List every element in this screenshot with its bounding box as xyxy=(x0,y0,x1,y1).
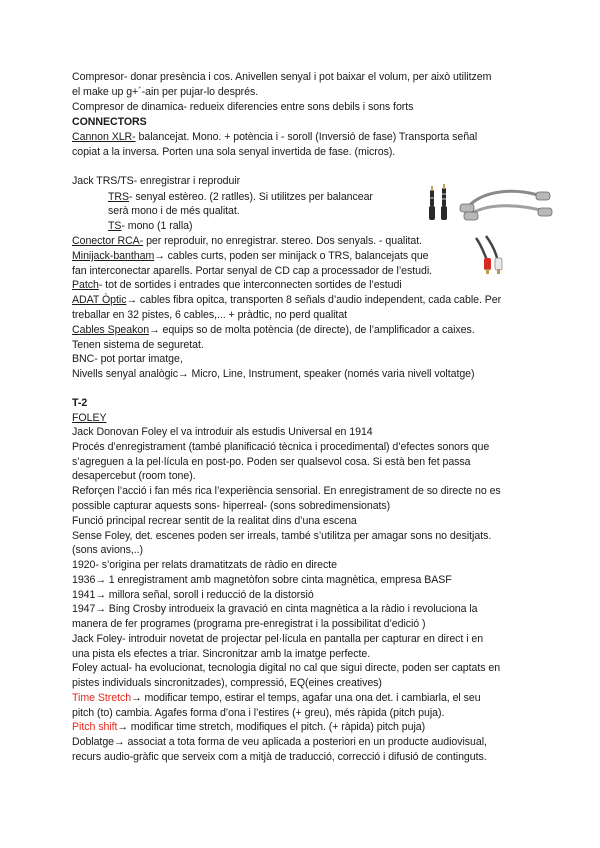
text-line: recurs audio-gràfic que serveix com a mitjà de traducció, correcció i difusió de continguts. xyxy=(72,751,487,763)
term-minijack-bantham: Minijack-bantham xyxy=(72,250,155,262)
term-description: → modificar time stretch, modifiques el pitch. (+ ràpida) pitch puja) xyxy=(117,721,426,733)
term-description: per reproduir, no enregistrar. stereo. Dos senyals. - qualitat. xyxy=(143,235,423,247)
text-line: Doblatge→ associat a tota forma de veu aplicada a posteriori en un producte audiovisual, xyxy=(72,736,487,748)
text-line: una pista els efectes a triar. Sincronitzar amb la imatge perfecte. xyxy=(72,648,371,660)
trs-cables-illustration xyxy=(458,180,554,224)
section-heading-connectors: CONNECTORS xyxy=(72,116,147,128)
text-line: Jack Donovan Foley el va introduir als estudis Universal en 1914 xyxy=(72,426,373,438)
text-line: manera de fer programes (programa pre-enregistrat i la possibilitat d’edició ) xyxy=(72,618,426,630)
text-line: (sons avions,..) xyxy=(72,544,144,556)
text-line: 1936→ 1 enregistrament amb magnetòfon sobre cinta magnètica, empresa BASF xyxy=(72,574,452,586)
text-line xyxy=(108,191,373,204)
term-description: → equips so de molta potència (de directe), de l’amplificador a caixes. xyxy=(149,324,475,336)
term-adat-optic: ADAT Òptic xyxy=(72,294,127,306)
text-line: pitch (to) cambia. Agafes forma d’ona i l’estires (+ greu), més ràpida (pitch puja). xyxy=(72,707,445,719)
text-line: Jack TRS/TS- enregistrar i reproduir xyxy=(72,175,241,187)
term-description: → cables fibra opitca, transporten 8 señals d’audio independent, cada cable. Per xyxy=(126,294,502,306)
text-line xyxy=(72,235,422,248)
text-line: Reforçen l’acció i fan més rica l’experiència sensorial. En enregistrament de so directe no es xyxy=(72,485,501,497)
text-line: copiat a la inversa. Porten una sola senyal invertida de fase. (micros). xyxy=(72,146,396,158)
text-line: serà mono i de més qualitat. xyxy=(108,205,240,217)
text-line: Sense Foley, det. escenes poden ser irreals, també s’utilitza per amagar sons no desitjats. xyxy=(72,530,492,542)
term-rca: Conector RCA- xyxy=(72,235,144,247)
term-description: - mono (1 ralla) xyxy=(121,220,193,232)
section-heading-t2: T-2 xyxy=(72,397,88,409)
text-line: 1947→ Bing Crosby introdueix la gravació en cinta magnètica a la ràdio i revoluciona la xyxy=(72,603,478,615)
term-pitch-shift: Pitch shift xyxy=(72,721,118,733)
text-line xyxy=(72,250,429,263)
text-line: 1941→ millora señal, soroll i reducció de la distorsió xyxy=(72,589,314,601)
text-line xyxy=(72,294,501,307)
term-time-stretch: Time Stretch xyxy=(72,692,132,704)
text-line: 1920- s’origina per relats dramatitzats de ràdio en directe xyxy=(72,559,337,571)
text-line: fan interconectar aparells. Portar senyal de CD cap a processador de l’estudi. xyxy=(72,265,433,277)
text-line: treballar en 32 pistes, 6 cables,... + pràdtic, no perd qualitat xyxy=(72,309,348,321)
text-line: possible capturar aquests sons- hiperreal- (sons sobredimensionats) xyxy=(72,500,391,512)
term-ts: TS xyxy=(108,220,122,232)
term-cables-speakon: Cables Speakon xyxy=(72,324,150,336)
section-heading-foley: FOLEY xyxy=(72,412,107,424)
term-description: - tot de sortides i entrades que interconnecten sortides de l’estudi xyxy=(98,279,402,291)
text-line: s’agreguen a la pel·lícula en post-po. Poden ser qualsevol cosa. Si està ben fet passa xyxy=(72,456,471,468)
text-line xyxy=(72,279,402,292)
text-line: desapercebut (room tone). xyxy=(72,470,196,482)
text-line: BNC- pot portar imatge, xyxy=(72,353,183,365)
text-line xyxy=(72,131,477,144)
term-cannon-xlr: Cannon XLR- xyxy=(72,131,136,143)
text-line: Jack Foley- introduir novetat de projectar pel·lícula en pantalla per capturar en direct i en xyxy=(72,633,484,645)
text-line: Foley actual- ha evolucionat, tecnologia digital no cal que sigui directe, poden ser captats en xyxy=(72,662,501,674)
text-line: Tenen sistema de seguretat. xyxy=(72,339,204,351)
text-line: Procés d’enregistrament (també planificació tècnica i procedimental) d’efectes sonors que xyxy=(72,441,490,453)
text-line xyxy=(108,220,192,233)
term-patch: Patch xyxy=(72,279,99,291)
term-description: - senyal estèreo. (2 ratlles). Si utilitzes per balancear xyxy=(129,191,373,203)
term-description: balancejat. Mono. + potència i - soroll (Inversió de fase) Transporta señal xyxy=(135,131,478,143)
text-line: Nivells senyal analògic→ Micro, Line, Instrument, speaker (només varia nivell voltatge) xyxy=(72,368,475,380)
rca-connectors-illustration xyxy=(470,232,510,274)
term-description: → modificar tempo, estirar el temps, agafar una ona det. i cambiarla, el seu xyxy=(131,692,481,704)
term-trs: TRS xyxy=(108,191,130,203)
term-description: → cables curts, poden ser minijack o TRS, balancejats que xyxy=(154,250,429,262)
text-line xyxy=(72,324,475,337)
text-line: pistes individuals sincronitzades), compressió, EQ(eines creatives) xyxy=(72,677,382,689)
text-line: Compresor de dinamica- redueix diferencies entre sons debils i sons forts xyxy=(72,101,414,113)
text-line xyxy=(72,721,425,734)
jack-plugs-illustration xyxy=(418,184,462,224)
text-line: el make up g+´-ain per pujar-lo després. xyxy=(72,86,259,98)
text-line: Compresor- donar presència i cos. Anivellen senyal i pot baixar el volum, per això utilitzem xyxy=(72,71,492,83)
text-line: Funció principal recrear sentit de la realitat dins d’una escena xyxy=(72,515,357,527)
text-line xyxy=(72,692,481,705)
